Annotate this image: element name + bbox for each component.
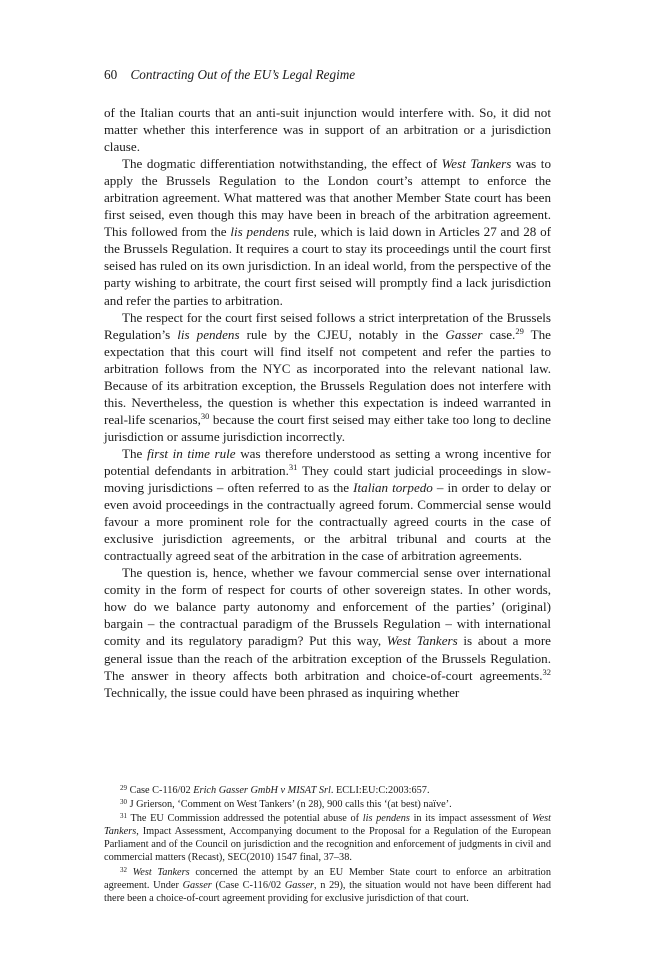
footnote <box>104 784 551 797</box>
text-run: Technically, the issue could have been phrased as inquiring whether <box>104 684 460 700</box>
footnote-marker: 31 <box>288 461 298 472</box>
text-run: was therefore understood as setting a wrong incentive for potential defendants in arbitration. <box>104 445 551 478</box>
text-run: The dogmatic differentiation notwithstanding, the effect of <box>122 156 442 172</box>
footnote <box>104 866 551 905</box>
text-run: of the Italian courts that an anti-suit injunction would interfere with. So, it did not matter whether this interference was in support of an arbitration or a jurisdiction clause. <box>104 105 551 155</box>
text-run: The <box>122 445 147 461</box>
text-run: was to apply the Brussels Regulation to the London court’s attempt to enforce the arbitration agreement. What mattered was that another Member State court has been first seised, even though this may have been in breach of the arbitration agreement. This followed from the <box>104 156 551 240</box>
page-number: 60 <box>104 67 118 82</box>
text-run: The question is, hence, whether we favour commercial sense over international comity in the form of respect for courts of other sovereign states. In other words, how do we balance party autonomy and enforcement of the parties’ (original) bargain – the contractual paradigm of the Brussels Regulation – with international comity and its regulatory paradigm? Put this way, <box>104 565 551 649</box>
footnote <box>104 798 551 811</box>
footnote-marker: 29 <box>515 325 524 336</box>
paragraph <box>104 564 551 700</box>
italic-run: lis pendens <box>362 813 410 825</box>
italic-run: first in time rule <box>146 445 236 461</box>
italic-run: Gasser <box>284 879 315 891</box>
running-title: Contracting Out of the EU’s Legal Regime <box>130 67 356 82</box>
paragraph <box>104 445 551 564</box>
italic-run: West Tankers <box>132 866 190 878</box>
text-run: , n 29), the situation would not have been different had there been a choice-of-court agreement providing for exclusive jurisdiction of that court. <box>104 879 551 904</box>
running-header <box>104 67 355 83</box>
footnote-marker: 32 <box>120 865 127 874</box>
italic-run: lis pendens <box>230 224 290 240</box>
italic-run: Gasser <box>182 879 212 891</box>
italic-run: lis pendens <box>177 326 240 342</box>
text-run: They could start judicial proceedings in slow-moving jurisdictions – often referred to as the <box>104 462 551 496</box>
paragraph <box>104 104 551 155</box>
text-run: in its impact assessment of <box>409 813 532 825</box>
text-run: rule, which is laid down in Articles 27 and 28 of the Brussels Regulation. It requires a court to stay its proceedings until the court first seised has ruled on its own jurisdiction. In an ideal world, from the perspective of the party wishing to arbitrate, the court first seised will promptly find a lack jurisdiction and refer the parties to arbitration. <box>104 224 551 308</box>
text-run: The expectation that this court will find itself not competent and refer the parties to arbitration follows from the NYC as incorporated into the relevant national law. Because of its arbitration exception, the Brussels Regulation does not interfere with this. Nevertheless, the question is whether this expectation is indeed warranted in real-life scenarios, <box>104 326 551 427</box>
paragraph <box>104 155 551 308</box>
italic-run: Gasser <box>445 326 483 342</box>
text-run: rule by the CJEU, notably in the <box>239 326 446 342</box>
footnote-marker: 30 <box>200 410 210 421</box>
footnote-marker: 32 <box>542 666 551 677</box>
text-run: Case C-116/02 <box>127 785 194 796</box>
text-run: case. <box>482 326 516 342</box>
text-run: The EU Commission addressed the potential abuse of <box>127 813 363 825</box>
text-run: The respect for the court first seised follows a strict interpretation of the Brussels Regulation’s <box>104 309 551 342</box>
text-run: (Case C-116/02 <box>211 879 285 891</box>
italic-run: Italian torpedo <box>353 480 433 496</box>
footnote <box>104 812 551 864</box>
footnote-marker: 29 <box>120 784 127 792</box>
italic-run: West Tankers <box>386 633 458 649</box>
body-text <box>104 104 551 701</box>
text-run: . ECLI:EU:C:2003:657. <box>330 785 430 796</box>
footnotes <box>104 784 551 905</box>
footnote-marker: 30 <box>120 798 127 807</box>
text-run: concerned the attempt by an EU Member State court to enforce an arbitration agreement. Under <box>104 866 551 891</box>
footnote-marker: 31 <box>120 812 127 821</box>
paragraph <box>104 309 551 445</box>
text-run: J Grierson, ‘Comment on West Tankers’ (n 28), 900 calls this ‘(at best) naïve’. <box>127 799 452 811</box>
italic-run: Erich Gasser GmbH v MISAT Srl <box>193 785 331 796</box>
text-run: , Impact Assessment, Accompanying document to the Proposal for a Regulation of the European Parliament and of the Council on jurisdiction and the recognition and enforcement of judgments in civil and commercial matters (Recast), SEC(2010) 1547 final, 37–38. <box>104 826 551 864</box>
italic-run: West Tankers <box>441 156 512 172</box>
text-run: – in order to delay or even avoid proceedings in the contractually agreed forum. Commercial sense would favour a more prominent role for the contractually agreed courts in the case of exclusive jurisdiction agreements, or the arbitral tribunal and courts at the contractually agreed seat of the arbitration in the case of arbitration agreements. <box>104 480 551 564</box>
text-run: is about a more general issue than the reach of the arbitration exception of the Brussels Regulation. The answer in theory affects both arbitration and choice-of-court agreements. <box>104 633 551 683</box>
text-run: because the court first seised may either take too long to decline jurisdiction or assume jurisdiction incorrectly. <box>104 411 551 444</box>
italic-run: West Tankers <box>104 813 552 838</box>
